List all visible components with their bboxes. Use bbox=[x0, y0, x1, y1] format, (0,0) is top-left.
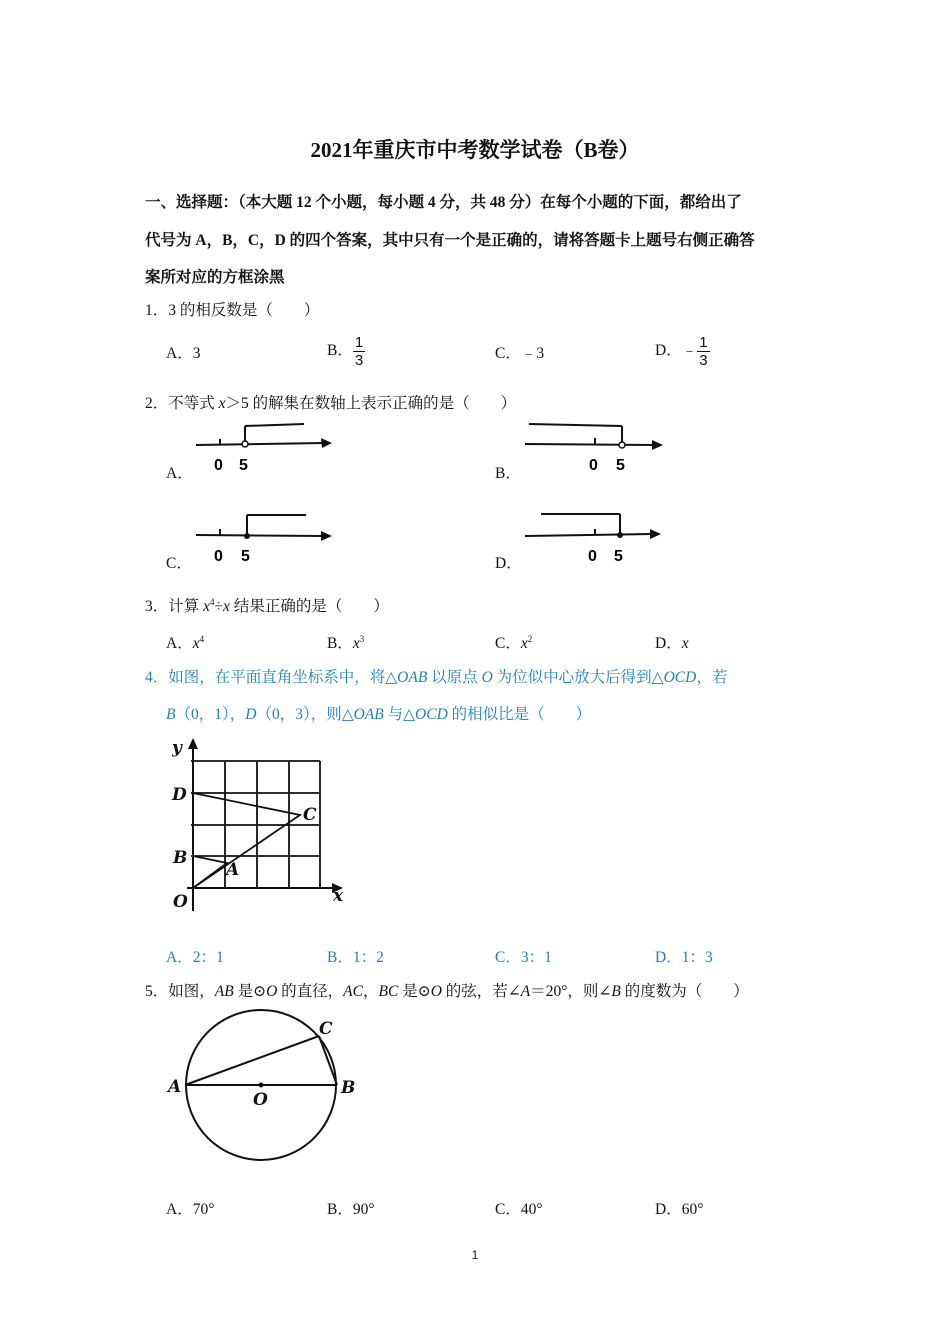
q3-stem bbox=[145, 594, 389, 616]
q4-l2-a: B bbox=[166, 706, 176, 723]
q5-s12: A bbox=[520, 983, 531, 1000]
q3-stem-post: 结果正确的是（ ） bbox=[229, 598, 389, 615]
q5-s13: ＝20°，则∠ bbox=[530, 983, 612, 1000]
q2-option-c-numberline bbox=[196, 510, 336, 564]
q5-s5: 的直径， bbox=[277, 983, 344, 1000]
q2-a-tick-5: 5 bbox=[239, 457, 248, 474]
q4-l1-e: 为位似中心放大后得到△ bbox=[492, 669, 664, 686]
q4-label-d: D bbox=[172, 785, 187, 805]
q4-l1-f: OCD bbox=[663, 669, 697, 686]
q5-s10: O bbox=[430, 983, 442, 1000]
q4-l1-a: 4．如图，在平面直角坐标系中，将△ bbox=[145, 669, 398, 686]
q2-option-a-numberline bbox=[196, 420, 336, 472]
q1-option-d-prefix: D．﹣ bbox=[655, 342, 698, 360]
q1-option-b-fraction bbox=[353, 334, 365, 369]
q2-d-tick-0: 0 bbox=[588, 548, 597, 565]
q2-stem-var: x bbox=[218, 395, 226, 412]
q4-l2-d: （0，3），则△ bbox=[256, 706, 354, 723]
q2-b-tick-5: 5 bbox=[616, 457, 625, 474]
q4-label-b: B bbox=[173, 848, 188, 868]
q5-label-o: O bbox=[253, 1090, 268, 1110]
q2-b-tick-0: 0 bbox=[589, 457, 598, 474]
q3-c-exp: 2 bbox=[527, 633, 533, 644]
q2-option-c-label: C． bbox=[166, 555, 192, 572]
q2-a-tick-0: 0 bbox=[214, 457, 223, 474]
q4-label-o: O bbox=[173, 892, 188, 912]
q1-b-denominator: 3 bbox=[354, 352, 364, 369]
q4-l2-h: 的相似比是（ ） bbox=[447, 706, 592, 723]
q5-stem bbox=[145, 979, 749, 1001]
q5-option-b: B．90° bbox=[327, 1201, 375, 1218]
q2-c-tick-0: 0 bbox=[214, 548, 223, 565]
q1-option-c: C．﹣3 bbox=[495, 345, 545, 362]
q5-s9: 是⊙ bbox=[398, 983, 431, 1000]
section-header-line2: 代号为 A，B，C，D 的四个答案，其中只有一个是正确的，请将答题卡上题号右侧正确答 bbox=[145, 232, 755, 249]
page-title: 2021年重庆市中考数学试卷（B卷） bbox=[310, 138, 640, 162]
q5-option-a: A．70° bbox=[166, 1201, 215, 1218]
q5-s15: 的度数为（ ） bbox=[620, 983, 749, 1000]
q4-l2-f: 与△ bbox=[383, 706, 416, 723]
q3-option-a bbox=[166, 631, 204, 653]
q3-stem-div: ÷ bbox=[214, 598, 224, 615]
q4-label-x: x bbox=[333, 886, 344, 906]
q3-stem-pre: 3．计算 bbox=[145, 598, 204, 615]
q5-s8: BC bbox=[378, 983, 399, 1000]
q5-label-a: A bbox=[168, 1077, 182, 1097]
q2-stem-post: ＞5 的解集在数轴上表示正确的是（ ） bbox=[225, 395, 517, 412]
q2-stem-pre: 2．不等式 bbox=[145, 395, 219, 412]
q2-d-tick-5: 5 bbox=[614, 548, 623, 565]
q5-s14: B bbox=[611, 983, 621, 1000]
q4-label-y: y bbox=[172, 738, 182, 758]
q3-c-prefix: C． bbox=[495, 635, 521, 652]
q5-option-c: C．40° bbox=[495, 1201, 543, 1218]
q4-l1-b: OAB bbox=[397, 669, 428, 686]
q3-b-prefix: B． bbox=[327, 635, 353, 652]
section-header-line3: 案所对应的方框涂黑 bbox=[145, 269, 285, 286]
q4-option-d: D．1：3 bbox=[655, 949, 713, 966]
q4-label-c: C bbox=[303, 805, 317, 825]
q5-s7: ， bbox=[362, 983, 379, 1000]
q4-l1-g: ，若 bbox=[696, 669, 728, 686]
q3-a-base: x bbox=[192, 635, 200, 652]
q2-option-d-numberline bbox=[525, 510, 665, 564]
q4-l1-d: O bbox=[481, 669, 493, 686]
q5-s1: 5．如图， bbox=[145, 983, 215, 1000]
q3-c-base: x bbox=[520, 635, 528, 652]
q5-s2: AB bbox=[214, 983, 234, 1000]
q4-l2-g: OCD bbox=[415, 706, 448, 723]
q4-l2-c: D bbox=[245, 706, 257, 723]
q3-option-c bbox=[495, 631, 532, 653]
q1-b-numerator: 1 bbox=[354, 334, 364, 351]
q4-stem-line1 bbox=[145, 665, 815, 687]
q1-option-b bbox=[327, 334, 365, 369]
q3-d-prefix: D． bbox=[655, 635, 682, 652]
q4-l1-c: 以原点 bbox=[427, 669, 482, 686]
q3-b-exp: 3 bbox=[359, 633, 365, 644]
q3-a-prefix: A． bbox=[166, 635, 193, 652]
q1-d-denominator: 3 bbox=[699, 352, 708, 369]
q2-option-b-label: B． bbox=[495, 465, 521, 482]
q1-option-a: A．3 bbox=[166, 345, 201, 362]
q4-l2-b: （0，1）， bbox=[175, 706, 246, 723]
q2-option-a-label: A． bbox=[166, 465, 193, 482]
q3-stem-var: x bbox=[223, 598, 230, 615]
q4-l2-e: OAB bbox=[353, 706, 384, 723]
section-header-line1: 一、选择题：（本大题 12 个小题，每小题 4 分，共 48 分）在每个小题的下面，都给出了 bbox=[145, 194, 742, 211]
q4-label-a: A bbox=[226, 860, 240, 880]
q3-a-exp: 4 bbox=[199, 633, 205, 644]
q5-s3: 是⊙ bbox=[233, 983, 267, 1000]
q1-option-d bbox=[655, 334, 710, 369]
q1-option-d-fraction bbox=[697, 334, 709, 369]
q2-option-b-numberline bbox=[525, 420, 665, 472]
q5-label-b: B bbox=[341, 1078, 356, 1098]
page-number: 1 bbox=[471, 1248, 479, 1262]
q4-coordinate-figure bbox=[165, 733, 355, 913]
q4-option-a: A．2：1 bbox=[166, 949, 224, 966]
q3-option-b bbox=[327, 631, 364, 653]
q5-label-c: C bbox=[319, 1019, 333, 1039]
q3-d-base: x bbox=[681, 635, 689, 652]
q5-option-d: D．60° bbox=[655, 1201, 704, 1218]
q5-s6: AC bbox=[343, 983, 363, 1000]
q2-stem bbox=[145, 391, 516, 413]
q5-circle-figure bbox=[165, 1008, 365, 1168]
q5-s4: O bbox=[266, 983, 278, 1000]
q2-option-d-label: D． bbox=[495, 555, 522, 572]
q3-b-base: x bbox=[352, 635, 360, 652]
q3-stem-exp: 4 bbox=[210, 596, 215, 607]
q1-d-numerator: 1 bbox=[699, 334, 708, 351]
q4-option-b: B．1：2 bbox=[327, 949, 384, 966]
q1-stem: 1．3 的相反数是（ ） bbox=[145, 302, 320, 319]
q1-option-b-prefix: B． bbox=[327, 342, 353, 360]
q4-option-c: C．3：1 bbox=[495, 949, 552, 966]
q3-option-d bbox=[655, 631, 689, 653]
q4-stem-line2 bbox=[166, 702, 591, 724]
q2-c-tick-5: 5 bbox=[241, 548, 250, 565]
q5-s11: 的弦，若∠ bbox=[441, 983, 521, 1000]
q3-stem-base: x bbox=[203, 598, 211, 615]
